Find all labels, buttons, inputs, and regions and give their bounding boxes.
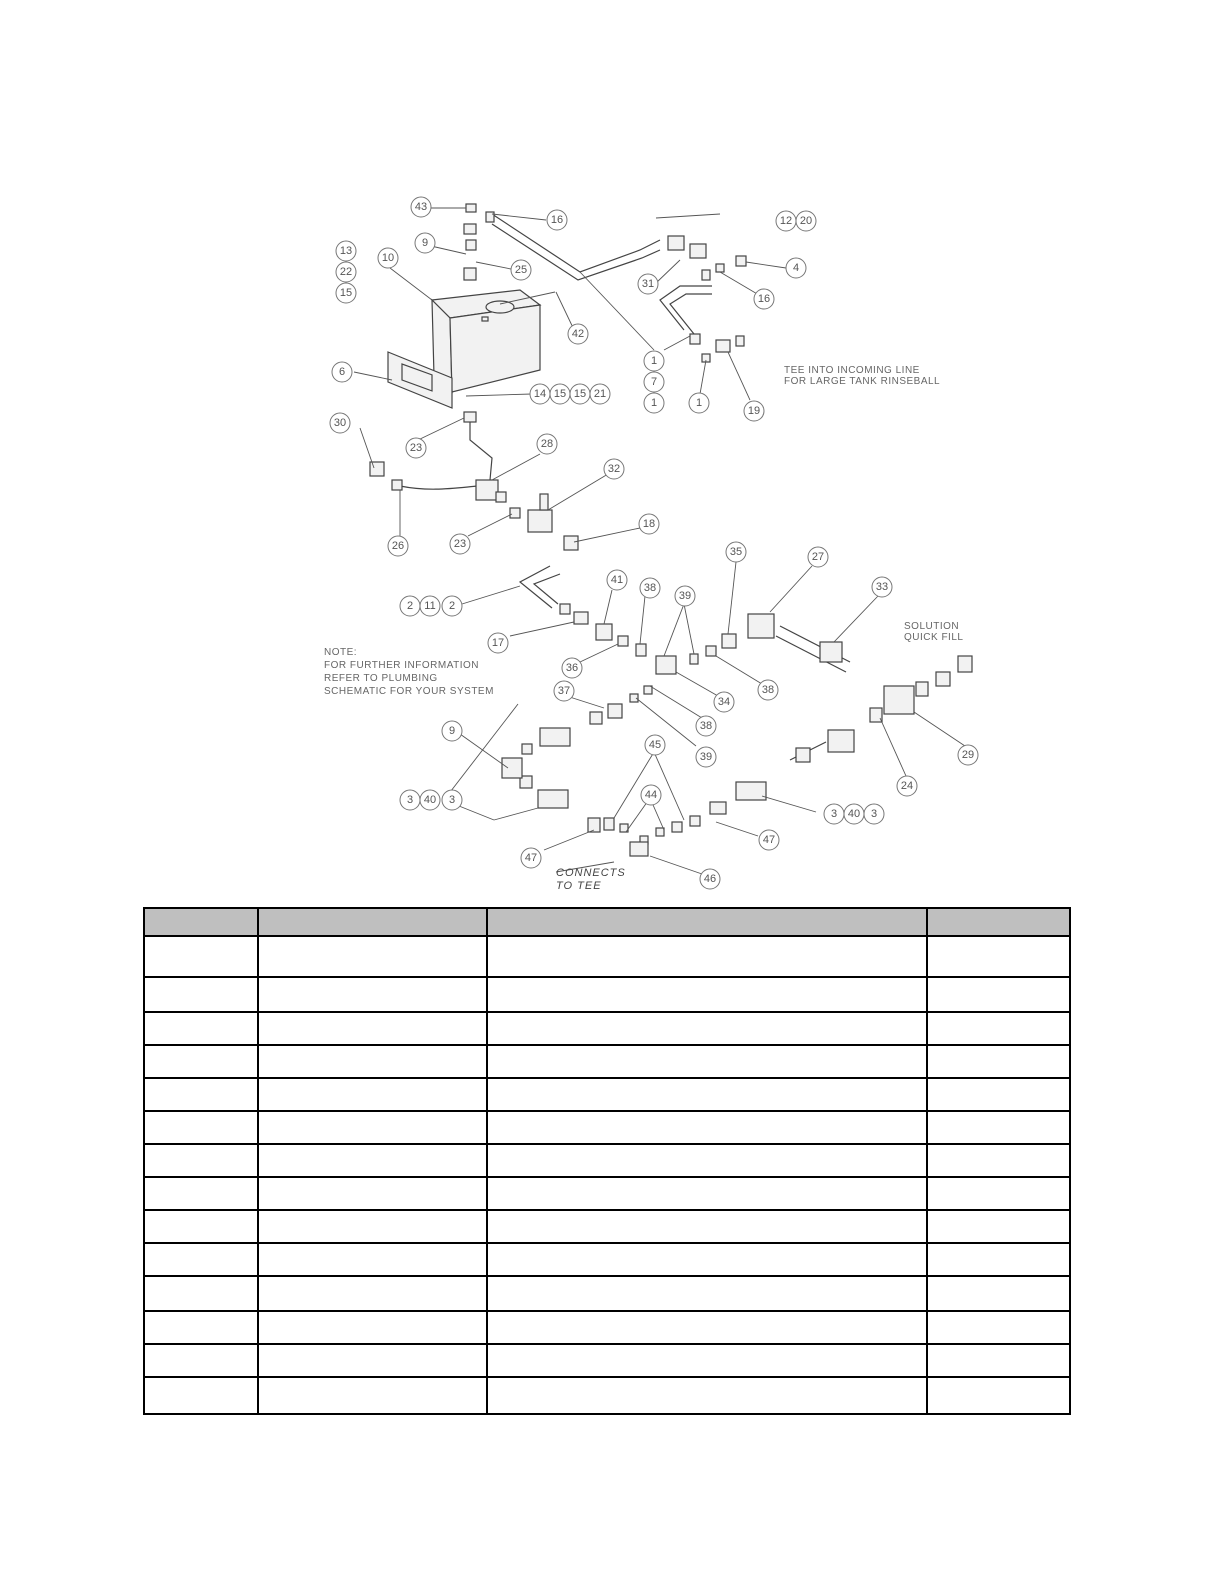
callout-balloon [644, 393, 664, 413]
callout-balloon [450, 534, 470, 554]
table-cell [258, 1243, 487, 1276]
callout-balloon-number: 21 [593, 388, 607, 400]
callout-balloon [442, 596, 462, 616]
exploded-plumbing-diagram [300, 190, 1020, 900]
table-cell [144, 1111, 258, 1144]
table-cell [927, 1144, 1070, 1177]
parts-list-table [143, 907, 1071, 1415]
callout-balloon-number: 16 [550, 214, 564, 226]
connects-note-line2: TO TEE [556, 880, 602, 892]
callout-balloon-number: 38 [761, 684, 775, 696]
table-cell [144, 1012, 258, 1045]
callout-balloon-number: 27 [811, 551, 825, 563]
callout-balloon [336, 241, 356, 261]
table-cell [927, 1311, 1070, 1344]
callout-balloon-number: 20 [799, 215, 813, 227]
callout-balloon [639, 514, 659, 534]
table-cell [258, 1012, 487, 1045]
callout-balloon [378, 248, 398, 268]
callout-balloon-number: 31 [641, 278, 655, 290]
callout-balloon-number: 11 [424, 600, 436, 612]
callout-balloon [530, 384, 550, 404]
callout-balloon [400, 596, 420, 616]
table-cell [487, 1344, 927, 1377]
callout-balloon-number: 3 [406, 794, 414, 806]
callout-balloon [645, 735, 665, 755]
table-cell [258, 936, 487, 977]
table-row [144, 1210, 1070, 1243]
callout-balloon-number: 37 [557, 685, 571, 697]
solution-note-line1: SOLUTION [904, 621, 960, 632]
callout-balloon-number: 17 [491, 637, 505, 649]
table-row [144, 1344, 1070, 1377]
callout-balloon [562, 658, 582, 678]
callout-balloon [824, 804, 844, 824]
callout-balloon-number: 15 [573, 388, 587, 400]
callout-balloon [897, 776, 917, 796]
callout-balloon [330, 413, 350, 433]
callout-balloon-number: 3 [448, 794, 456, 806]
table-row [144, 1111, 1070, 1144]
callout-balloon [488, 633, 508, 653]
callout-balloon-number: 39 [699, 751, 713, 763]
table-cell [927, 936, 1070, 977]
callout-balloon-number: 19 [747, 405, 761, 417]
table-row [144, 1045, 1070, 1078]
table-cell [487, 1012, 927, 1045]
parts-table-body [144, 936, 1070, 1414]
general-note-line3: REFER TO PLUMBING [324, 673, 438, 684]
callout-balloon [864, 804, 884, 824]
callout-balloon-number: 44 [644, 789, 658, 801]
table-cell [144, 1078, 258, 1111]
callout-balloon [547, 210, 567, 230]
callout-balloon-number: 40 [423, 794, 437, 806]
callout-balloon [521, 848, 541, 868]
table-cell [487, 936, 927, 977]
callout-balloon [696, 747, 716, 767]
tee-note-line2: FOR LARGE TANK RINSEBALL [784, 376, 941, 387]
callout-balloon [726, 542, 746, 562]
table-cell [258, 1045, 487, 1078]
table-cell [927, 1276, 1070, 1311]
callout-balloon [420, 790, 440, 810]
table-row [144, 1177, 1070, 1210]
callout-balloon [754, 289, 774, 309]
parts-table-header-row [144, 908, 1070, 936]
callout-balloon-number: 2 [406, 600, 414, 612]
callout-balloon-number: 6 [338, 366, 346, 378]
table-cell [258, 1311, 487, 1344]
callout-balloons [330, 197, 978, 889]
callout-balloon [644, 372, 664, 392]
table-cell [487, 1243, 927, 1276]
table-cell [258, 1377, 487, 1414]
table-cell [144, 1210, 258, 1243]
solution-note-line2: QUICK FILL [904, 632, 964, 643]
callout-balloon-number: 46 [703, 873, 717, 885]
table-cell [927, 1243, 1070, 1276]
callout-balloon [550, 384, 570, 404]
callout-balloon-number: 15 [339, 287, 353, 299]
table-cell [927, 1210, 1070, 1243]
table-cell [487, 1210, 927, 1243]
table-row [144, 1078, 1070, 1111]
table-cell [487, 1078, 927, 1111]
callout-balloon [400, 790, 420, 810]
table-cell [258, 1210, 487, 1243]
callout-balloon-number: 43 [414, 201, 428, 213]
callout-balloon [700, 869, 720, 889]
callout-balloon-number: 32 [607, 463, 621, 475]
callout-balloon-number: 2 [448, 600, 456, 612]
callout-balloon [442, 790, 462, 810]
table-cell [144, 1344, 258, 1377]
callout-balloon-number: 10 [381, 252, 395, 264]
header-cell-1 [144, 908, 258, 936]
table-cell [487, 1144, 927, 1177]
callout-balloon-number: 25 [514, 264, 528, 276]
callout-balloon-number: 14 [533, 388, 547, 400]
callout-balloon [744, 401, 764, 421]
table-cell [927, 1344, 1070, 1377]
callout-balloon [607, 570, 627, 590]
callout-balloon-number: 42 [571, 328, 585, 340]
callout-balloon [411, 197, 431, 217]
callout-balloon-number: 13 [339, 245, 353, 257]
callout-balloon-number: 9 [421, 237, 429, 249]
table-cell [927, 1012, 1070, 1045]
callout-balloon-number: 9 [448, 725, 456, 737]
table-cell [258, 1177, 487, 1210]
table-cell [258, 1111, 487, 1144]
table-cell [927, 1377, 1070, 1414]
callout-balloon-number: 34 [717, 696, 731, 708]
table-cell [258, 1144, 487, 1177]
table-cell [927, 1177, 1070, 1210]
callout-balloon-number: 40 [847, 808, 861, 820]
table-cell [258, 1276, 487, 1311]
callout-balloon [537, 434, 557, 454]
callout-balloon [844, 804, 864, 824]
callout-balloon [604, 459, 624, 479]
general-note-line4: SCHEMATIC FOR YOUR SYSTEM [324, 686, 494, 697]
header-cell-3 [487, 908, 927, 936]
table-row [144, 1243, 1070, 1276]
callout-balloon [675, 586, 695, 606]
callout-balloon [590, 384, 610, 404]
table-cell [144, 1144, 258, 1177]
callout-balloon [406, 438, 426, 458]
table-cell [487, 977, 927, 1012]
table-cell [144, 936, 258, 977]
table-cell [144, 1276, 258, 1311]
callout-balloon [872, 577, 892, 597]
callout-balloon-number: 41 [610, 574, 624, 586]
callout-balloon-number: 36 [565, 662, 579, 674]
table-cell [258, 1344, 487, 1377]
callout-balloon-number: 30 [333, 417, 347, 429]
callout-balloon-number: 15 [553, 388, 567, 400]
header-cell-2 [258, 908, 487, 936]
callout-balloon-number: 24 [900, 780, 914, 792]
table-row [144, 1144, 1070, 1177]
table-cell [258, 1078, 487, 1111]
callout-balloon [786, 258, 806, 278]
table-cell [144, 1243, 258, 1276]
callout-balloon [714, 692, 734, 712]
table-cell [487, 1177, 927, 1210]
header-cell-4 [927, 908, 1070, 936]
table-cell [487, 1377, 927, 1414]
table-row [144, 977, 1070, 1012]
callout-balloon-number: 23 [453, 538, 467, 550]
callout-balloon-number: 38 [699, 720, 713, 732]
callout-balloon-number: 4 [792, 262, 800, 274]
callout-balloon-number: 38 [643, 582, 657, 594]
callout-balloon-number: 3 [830, 808, 838, 820]
callout-balloon [336, 283, 356, 303]
general-note-line1: NOTE: [324, 647, 358, 658]
callout-balloon-number: 1 [695, 397, 703, 409]
callout-balloon [568, 324, 588, 344]
callout-balloon [554, 681, 574, 701]
callout-balloon [420, 596, 440, 616]
table-row [144, 1012, 1070, 1045]
tee-note-line1: TEE INTO INCOMING LINE [784, 365, 920, 376]
table-cell [144, 977, 258, 1012]
callout-balloon [332, 362, 352, 382]
table-row [144, 1377, 1070, 1414]
callout-balloon [644, 351, 664, 371]
callout-balloon [415, 233, 435, 253]
callout-balloon-number: 3 [870, 808, 878, 820]
table-cell [144, 1045, 258, 1078]
callout-balloon [511, 260, 531, 280]
table-cell [487, 1276, 927, 1311]
table-cell [144, 1377, 258, 1414]
table-cell [487, 1311, 927, 1344]
callout-balloon-number: 45 [648, 739, 662, 751]
callout-balloon-number: 22 [339, 266, 353, 278]
callout-balloon-number: 39 [678, 590, 692, 602]
callout-balloon-number: 29 [961, 749, 975, 761]
table-cell [258, 977, 487, 1012]
general-note-line2: FOR FURTHER INFORMATION [324, 660, 480, 671]
callout-balloon [696, 716, 716, 736]
callout-balloon [442, 721, 462, 741]
callout-balloon [776, 211, 796, 231]
callout-balloon [958, 745, 978, 765]
callout-balloon-number: 26 [391, 540, 405, 552]
table-row [144, 1311, 1070, 1344]
callout-balloon-number: 7 [650, 376, 658, 388]
callout-balloon [336, 262, 356, 282]
table-cell [927, 1078, 1070, 1111]
callout-balloon-number: 47 [762, 834, 776, 846]
table-cell [487, 1045, 927, 1078]
callout-balloon-number: 18 [642, 518, 656, 530]
callout-balloon [640, 578, 660, 598]
connects-note-line1: CONNECTS [556, 867, 626, 879]
callout-balloon-number: 1 [650, 397, 658, 409]
callout-balloon [796, 211, 816, 231]
table-cell [487, 1111, 927, 1144]
callout-balloon [689, 393, 709, 413]
callout-balloon [759, 830, 779, 850]
table-cell [144, 1177, 258, 1210]
callout-balloon [641, 785, 661, 805]
callout-balloon [388, 536, 408, 556]
lower-manifold [502, 604, 975, 856]
callout-balloon [638, 274, 658, 294]
table-row [144, 1276, 1070, 1311]
table-cell [927, 977, 1070, 1012]
callout-balloon [808, 547, 828, 567]
callout-balloon-number: 35 [729, 546, 743, 558]
table-row [144, 936, 1070, 977]
table-cell [927, 1045, 1070, 1078]
callout-balloon-number: 1 [650, 355, 658, 367]
callout-balloon [758, 680, 778, 700]
callout-balloon-number: 47 [524, 852, 538, 864]
callout-balloon-number: 28 [540, 438, 554, 450]
callout-balloon-number: 16 [757, 293, 771, 305]
table-cell [144, 1311, 258, 1344]
table-cell [927, 1111, 1070, 1144]
callout-balloon-number: 12 [779, 215, 793, 227]
callout-balloon-number: 33 [875, 581, 889, 593]
callout-balloon [570, 384, 590, 404]
callout-balloon-number: 23 [409, 442, 423, 454]
